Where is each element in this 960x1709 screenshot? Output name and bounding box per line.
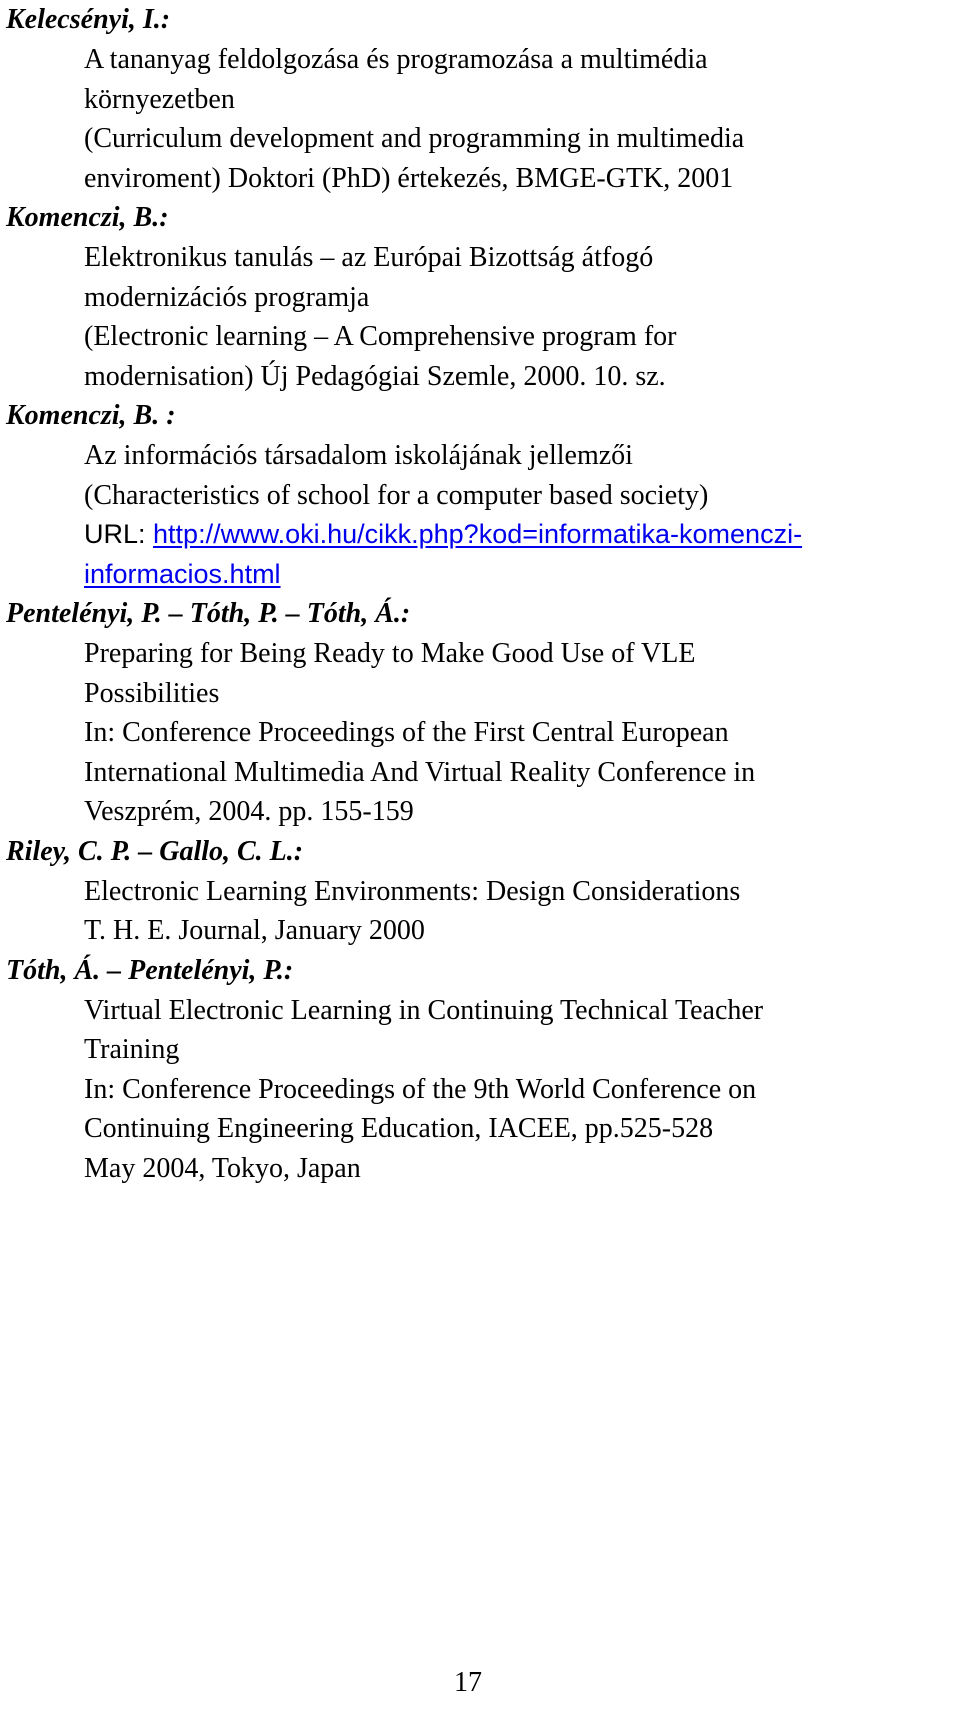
reference-line: Virtual Electronic Learning in Continuing Technical Teacher	[84, 994, 764, 1026]
reference-line: Preparing for Being Ready to Make Good Use of VLE	[84, 638, 696, 669]
reference-line: modernizációs programja	[84, 281, 370, 313]
reference-line: A tananyag feldolgozása és programozása a multimédia	[84, 44, 708, 75]
reference-body	[0, 238, 960, 396]
reference-line: Possibilities	[84, 677, 220, 709]
page-number: 17	[454, 1667, 482, 1698]
reference-line: In: Conference Proceedings of the First Central European	[84, 717, 729, 748]
reference-line: T. H. E. Journal, January 2000	[84, 915, 425, 946]
reference-line: Elektronikus tanulás – az Európai Bizottság átfogó	[84, 242, 654, 273]
reference-line: (Electronic learning – A Comprehensive program for	[84, 321, 677, 352]
reference-url-link[interactable]: http://www.oki.hu/cikk.php?kod=informatika-komenczi-	[153, 519, 803, 549]
reference-author: Komenczi, B.:	[6, 202, 169, 233]
reference-line: Continuing Engineering Education, IACEE, pp.525-528	[84, 1113, 714, 1144]
reference-entry-komenczi-1	[0, 198, 960, 396]
reference-url-line	[84, 515, 960, 555]
reference-author: Komenczi, B. :	[6, 400, 176, 431]
reference-author: Pentelényi, P. – Tóth, P. – Tóth, Á.:	[6, 598, 411, 629]
reference-entry-riley-gallo	[0, 832, 960, 951]
reference-line: Electronic Learning Environments: Design Considerations	[84, 875, 741, 907]
reference-line: (Curriculum development and programming in multimedia	[84, 123, 745, 154]
reference-line: In: Conference Proceedings of the 9th World Conference on	[84, 1073, 757, 1105]
reference-line: környezetben	[84, 83, 235, 115]
reference-body	[0, 991, 960, 1189]
reference-line: Training	[84, 1034, 180, 1065]
reference-url-link-continued[interactable]: informacios.html	[84, 558, 281, 589]
reference-body	[0, 634, 960, 832]
reference-entry-toth-pentelenyi	[0, 951, 960, 1189]
reference-url-line	[84, 555, 960, 595]
reference-entry-kelecsenyi	[0, 0, 960, 198]
reference-author: Tóth, Á. – Pentelényi, P.:	[6, 954, 294, 986]
reference-author: Riley, C. P. – Gallo, C. L.:	[6, 835, 304, 867]
reference-body	[0, 872, 960, 951]
reference-entry-pentelenyi-toth	[0, 594, 960, 832]
reference-author: Kelecsényi, I.:	[6, 4, 171, 35]
reference-line: Az információs társadalom iskolájának jellemzői	[84, 440, 633, 471]
reference-entry-komenczi-2	[0, 396, 960, 594]
url-label: URL:	[84, 519, 154, 549]
reference-line: Veszprém, 2004. pp. 155-159	[84, 796, 414, 827]
reference-line: modernisation) Új Pedagógiai Szemle, 2000. 10. sz.	[84, 360, 666, 392]
reference-body	[0, 436, 960, 594]
reference-line: International Multimedia And Virtual Reality Conference in	[84, 756, 756, 788]
reference-body	[0, 40, 960, 198]
reference-line: enviroment) Doktori (PhD) értekezés, BMGE-GTK, 2001	[84, 162, 734, 194]
reference-line: May 2004, Tokyo, Japan	[84, 1152, 361, 1184]
reference-line: (Characteristics of school for a computer based society)	[84, 479, 709, 511]
